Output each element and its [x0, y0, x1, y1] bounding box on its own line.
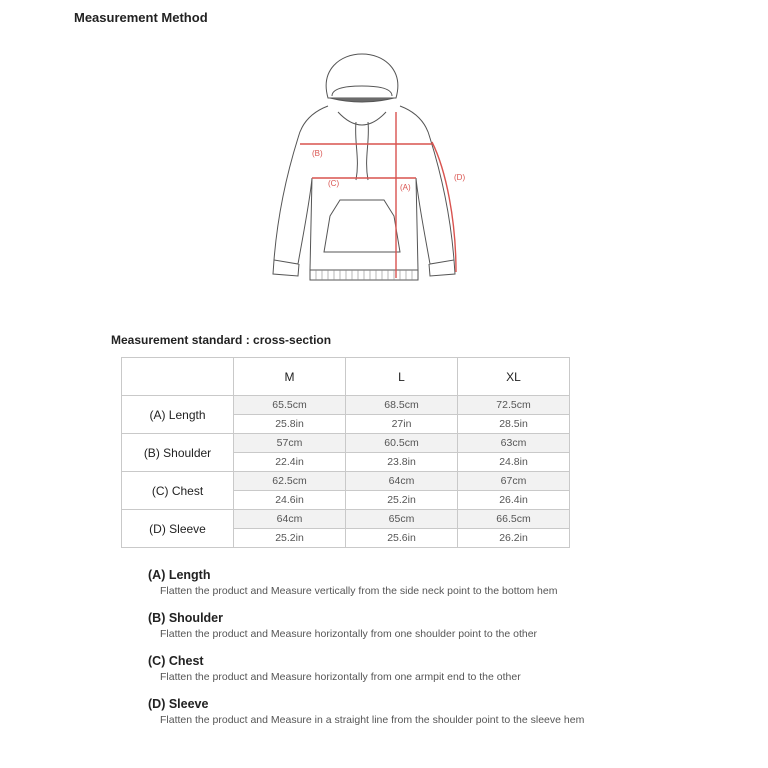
definition-text: Flatten the product and Measure in a straight line from the shoulder point to the sleeve hem: [160, 714, 585, 726]
definition-shoulder: [148, 611, 668, 640]
table-cell: 25.8in: [234, 415, 346, 434]
row-label-length: (A) Length: [122, 396, 234, 434]
table-cell: 72.5cm: [458, 396, 570, 415]
table-cell: 25.2in: [234, 529, 346, 548]
header-size-m: M: [234, 358, 346, 396]
table-cell: 24.8in: [458, 453, 570, 472]
definition-chest: [148, 654, 668, 683]
definition-title: (D) Sleeve: [148, 697, 209, 711]
table-cell: 24.6in: [234, 491, 346, 510]
definition-text: Flatten the product and Measure horizontally from one armpit end to the other: [160, 671, 521, 683]
table-row: [122, 510, 570, 529]
table-cell: 66.5cm: [458, 510, 570, 529]
table-cell: 64cm: [234, 510, 346, 529]
definition-title: (C) Chest: [148, 654, 204, 668]
measurement-definitions: [148, 568, 668, 740]
table-row: [122, 396, 570, 415]
table-cell: 25.2in: [346, 491, 458, 510]
table-subtitle: Measurement standard : cross-section: [111, 333, 332, 347]
definition-text: Flatten the product and Measure horizontally from one shoulder point to the other: [160, 628, 538, 640]
table-header-row: [122, 358, 570, 396]
header-size-xl: XL: [458, 358, 570, 396]
table-row: [122, 434, 570, 453]
table-cell: 57cm: [234, 434, 346, 453]
table-cell: 68.5cm: [346, 396, 458, 415]
table-cell: 26.2in: [458, 529, 570, 548]
table-cell: 65.5cm: [234, 396, 346, 415]
table-cell: 62.5cm: [234, 472, 346, 491]
table-cell: 60.5cm: [346, 434, 458, 453]
table-cell: 22.4in: [234, 453, 346, 472]
table-cell: 25.6in: [346, 529, 458, 548]
table-cell: 26.4in: [458, 491, 570, 510]
label-b: (B): [312, 149, 323, 158]
header-size-l: L: [346, 358, 458, 396]
row-label-shoulder: (B) Shoulder: [122, 434, 234, 472]
table-cell: 67cm: [458, 472, 570, 491]
definition-text: Flatten the product and Measure vertically from the side neck point to the bottom hem: [160, 585, 558, 597]
hoodie-diagram: [260, 50, 480, 290]
size-table: [121, 357, 570, 548]
hoodie-illustration: [260, 50, 480, 290]
definition-title: (B) Shoulder: [148, 611, 223, 625]
label-c: (C): [328, 179, 340, 188]
table-cell: 28.5in: [458, 415, 570, 434]
definition-length: [148, 568, 668, 597]
table-row: [122, 472, 570, 491]
table-cell: 65cm: [346, 510, 458, 529]
label-a: (A): [400, 183, 411, 192]
definition-title: (A) Length: [148, 568, 211, 582]
page-title: Measurement Method: [74, 10, 208, 25]
header-empty-cell: [122, 358, 234, 396]
table-cell: 27in: [346, 415, 458, 434]
table-cell: 64cm: [346, 472, 458, 491]
definition-sleeve: [148, 697, 668, 726]
label-d: (D): [454, 173, 466, 182]
sleeve-line: [432, 142, 456, 272]
row-label-sleeve: (D) Sleeve: [122, 510, 234, 548]
table-cell: 23.8in: [346, 453, 458, 472]
row-label-chest: (C) Chest: [122, 472, 234, 510]
table-cell: 63cm: [458, 434, 570, 453]
